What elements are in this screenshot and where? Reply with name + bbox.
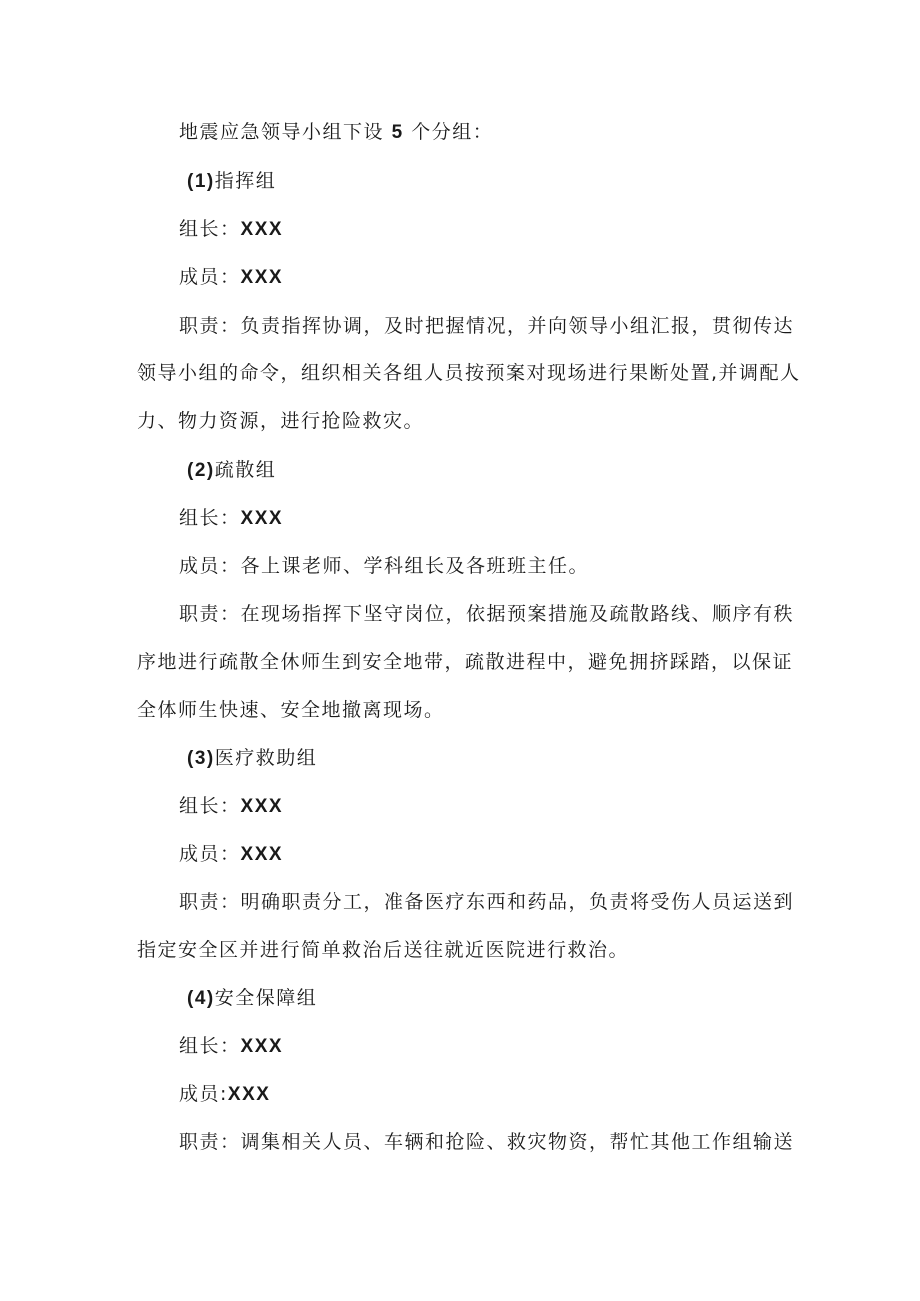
duty-line: 职责：在现场指挥下坚守岗位，依据预案措施及疏散路线、顺序有秩 [179,603,795,625]
duty-line: 职责：调集相关人员、车辆和抢险、救灾物资，帮忙其他工作组输送 [179,1131,795,1153]
duty-line: 力、物力资源，进行抢险救灾。 [137,410,425,432]
group-members: 成员：各上课老师、学科组长及各班班主任。 [179,555,590,577]
group-heading: (3)医疗救助组 [187,747,318,769]
group-members: 成员:XXX [179,1083,271,1105]
duty-line: 领导小组的命令，组织相关各组人员按预案对现场进行果断处置,并调配人 [137,362,801,384]
group-leader: 组长：XXX [179,1035,284,1057]
duty-line: 职责：明确职责分工，准备医疗东西和药品，负责将受伤人员运送到 [179,891,795,913]
group-leader: 组长：XXX [179,507,284,529]
group-heading: (2)疏散组 [187,459,277,481]
group-leader: 组长：XXX [179,218,284,240]
group-members: 成员：XXX [179,843,284,865]
duty-line: 序地进行疏散全休师生到安全地带，疏散进程中，避免拥挤踩踏，以保证 [137,651,794,673]
group-heading: (4)安全保障组 [187,987,318,1009]
duty-line: 全体师生快速、安全地撤离现场。 [137,699,445,721]
group-members: 成员：XXX [179,266,284,288]
intro-paragraph: 地震应急领导小组下设 5 个分组： [179,121,494,143]
group-leader: 组长：XXX [179,795,284,817]
group-heading: (1)指挥组 [187,170,277,192]
duty-line: 指定安全区并进行简单救治后送往就近医院进行救治。 [137,939,630,961]
duty-line: 职责：负责指挥协调，及时把握情况，并向领导小组汇报，贯彻传达 [179,315,795,337]
